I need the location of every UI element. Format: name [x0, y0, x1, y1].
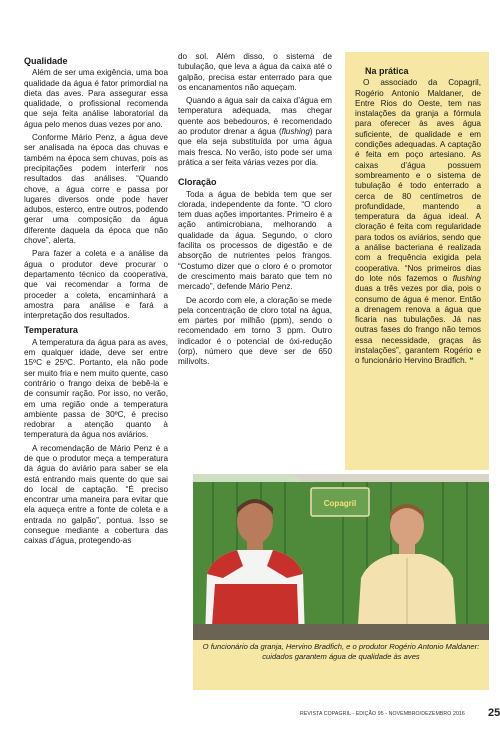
sign-text: Copagril: [323, 499, 357, 508]
section-heading-temperatura: Temperatura: [24, 325, 78, 336]
article-column-left: [24, 52, 168, 550]
sidebar-box-na-pratica: [345, 52, 489, 470]
photo-illustration: [193, 474, 489, 640]
paragraph: A temperatura da água para as aves, em qualquer idade, deve ser entre 15ºC e 25ºC. Portanto, ela não pode ser muito fria e nem muito quente, caso contrário o frango deixa de bebê-la e de consumir ração. Por isso, no verão, em uma região onde a temperatura ambiente passa de 30ºC, é preciso redobrar a atenção quanto à temperatura da água nos aviários.: [24, 337, 168, 440]
text-run: ) para que ela seja substituída por uma água mais fresca. No verão, isto pode ser uma prática a ser feita várias vezes por dia.: [178, 127, 333, 167]
section-heading-cloracao: Cloração: [178, 177, 217, 188]
page-number: 25: [488, 707, 500, 719]
photo-two-men: [193, 474, 489, 640]
paragraph: Toda a água de bebida tem que ser clorada, independente da fonte. “O cloro tem duas ações importantes. Primeiro é a ação antimicrobiana, melhorando a qualidade da água. Segundo, o cloro facilita os processos de digestão e de absorção de nutrientes pelos frangos. “Costumo dizer que o cloro é o promotor de crescimento mais barato que tem no mercado”, defende Mário Penz.: [178, 189, 332, 292]
end-mark-icon: ❝: [469, 356, 474, 366]
text-run: Quando a água sair da caixa d’água em temperatura adequada, mas chegar quente aos bebedouros, é recomendado ao produtor drenar a água (: [178, 96, 332, 137]
footer-publication: REVISTA COPAGRIL - EDIÇÃO 95 - NOVEMBRO/DEZEMBRO 2016: [300, 711, 465, 717]
emphasis-flushing: flushing: [281, 127, 310, 137]
paragraph: Conforme Mário Penz, a água deve ser analisada na época das chuvas e também na época sem chuvas, pois as precipitações podem interferir nos resultados das análises. “Quando chove, a água corre e passa por lugares diversos onde pode haver adubos, esterco, entre outros, podendo gerar uma composição da água diferente daquela da época que não chove”, alerta.: [24, 133, 168, 246]
paragraph: Além de ser uma exigência, uma boa qualidade da água é fator primordial na dieta das aves. Para assegurar essa qualidade, o profissional recomenda que seja feita análise laboratorial da água pelo menos duas vezes por ano.: [24, 68, 168, 129]
paragraph: De acordo com ele, a cloração se mede pela concentração de cloro total na água, em partes por milhão (ppm), sendo o recomendado em torno 3 ppm. Outro indicador é o potencial de óxi-redução (orp), número que deve ser de 650 milivolts.: [178, 295, 332, 367]
photo-box: [193, 474, 489, 690]
paragraph: do sol. Além disso, o sistema de tubulação, que leva a água da caixa até o galpão, precisa estar enterrado para que os encanamentos não aqueçam.: [178, 52, 332, 92]
emphasis-flushing: flushing: [452, 273, 481, 283]
paragraph: Para fazer a coleta e a análise da água o produtor deve procurar o departamento técnico da cooperativa, que vai recomendar a forma de proceder a coleta, encaminhará a amostra para análise e fará a interpretação dos resultados.: [24, 249, 168, 321]
article-column-middle: [178, 52, 332, 371]
sidebar-title: Na prática: [365, 66, 409, 76]
paragraph: [178, 96, 332, 168]
paragraph: A recomendação de Mário Penz é a de que o produtor meça a temperatura da água do aviário para saber se ela está entrando mais quente do que sai do local de captação. “É preciso encontrar uma maneira para evitar que ela aqueça entre a fonte de coleta e a entrada no galpão”, pontua. Isso se consegue mediante a cobertura das caixas d’água, protegendo-as: [24, 443, 168, 546]
text-run: O associado da Copagril, Rogério Antonio Maldaner, de Entre Rios do Oeste, tem nas instalações da granja a fórmula para oferecer às aves água suficiente, de qualidade e em condições adequadas. A captação é feita em poço artesiano. As caixas d’água possuem sombreamento e o sistema de tubulação é todo enterrado a cerca de 80 centímetros de profundidade, mantendo a temperatura da água ideal. A cloração é feita com regularidade para todos os aviários, sendo que a análise bacteriana é realizada com a frequência exigida pela cooperativa. “Nos primeiros dias do lote nós fazemos o: [355, 78, 481, 283]
section-heading-qualidade: Qualidade: [24, 56, 68, 66]
text-run: duas a três vezes por dia, pois o consumo de água é menor. Então a drenagem renova a água que ficaria nas tubulações. Já nas outras fases do frango não temos essa necessidade, graças às instalações”, garantem Rogério e o funcionário Hervino Bradfich.: [355, 284, 481, 366]
photo-caption: O funcionário da granja, Hervino Bradfich, e o produtor Rogério Antonio Maldaner: cuidados garantem água de qualidade às aves: [202, 642, 480, 661]
sidebar-text: [355, 78, 481, 366]
